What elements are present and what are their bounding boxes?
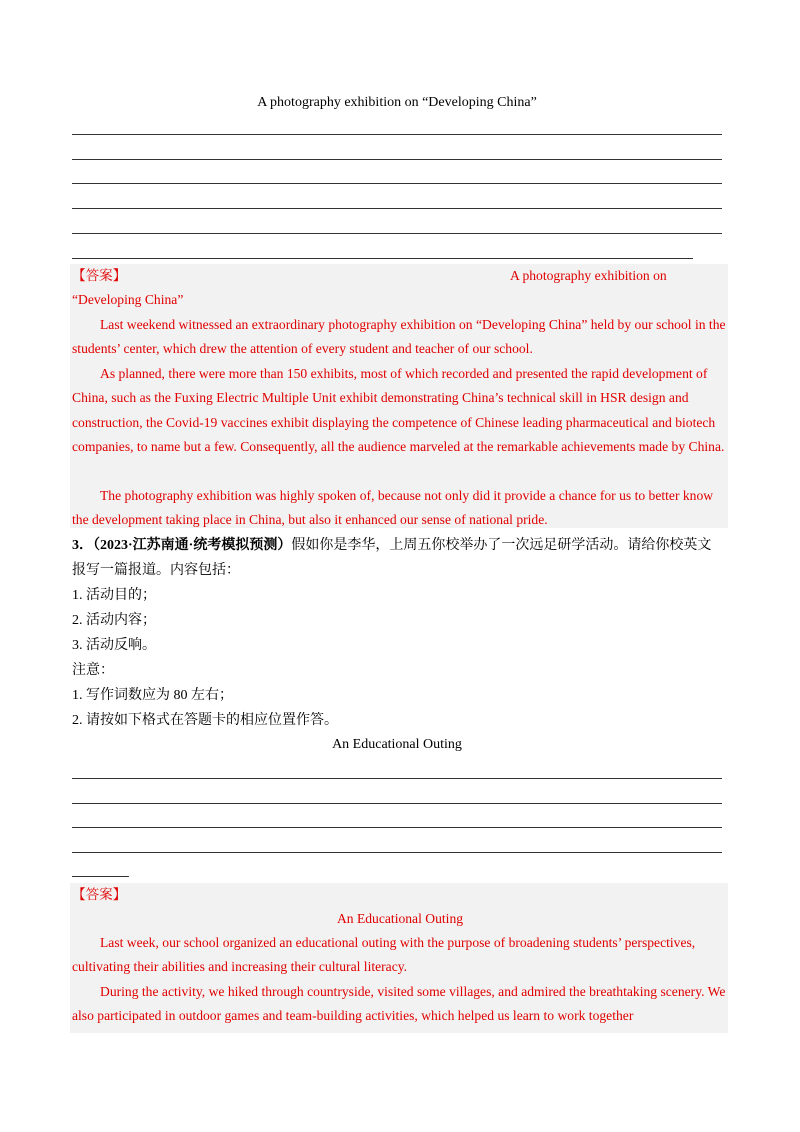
answer-title: An Educational Outing [336, 911, 464, 926]
answer-paragraph: As planned, there were more than 150 exhibits, most of which recorded and presented the rapid development of China, such as the Fuxing Electric Multiple Unit exhibit demonstrating China’s technical skill in HSR design and construction, the Covid-19 vaccines exhibit displaying the competence of Chinese leading pharmaceutical and biotech companies, to name but a few. Consequently, all the audience marveled at the remarkable achievements made by China. [72, 366, 725, 455]
writing-line [72, 183, 722, 184]
answer-title-continued: “Developing China” [72, 292, 184, 307]
writing-line [72, 208, 722, 209]
writing-line [72, 134, 722, 135]
writing-line [72, 233, 722, 234]
answer-paragraph: During the activity, we hiked through countryside, visited some villages, and admired the breathtaking scenery. We also participated in outdoor games and team-building activities, which helped us learn to work together [72, 984, 726, 1024]
question-source: （2023·江苏南通·统考模拟预测） [93, 538, 292, 553]
question-number: 3． [72, 538, 93, 553]
writing-line [72, 852, 722, 853]
answer-title: A photography exhibition on [510, 268, 667, 283]
question-prompt: 假如你是李华，上周五你校举办了一次远足研学活动。请给你校英文 [291, 538, 712, 553]
essay-title: An Educational Outing [332, 737, 462, 752]
answer-paragraph: Last weekend witnessed an extraordinary photography exhibition on “Developing China” held by our school in the students’ center, which drew the attention of every student and teacher of our school. [72, 317, 726, 357]
essay-title: A photography exhibition on “Developing China” [257, 95, 537, 110]
content-item: 3. 活动反响。 [72, 638, 156, 653]
writing-line [72, 803, 722, 804]
note-label: 注意： [72, 663, 114, 678]
answer-paragraph: Last week, our school organized an educational outing with the purpose of broadening students’ perspectives, cultivating their abilities and increasing their cultural literacy. [72, 935, 696, 975]
question-header [72, 536, 711, 556]
writing-line [72, 827, 722, 828]
note-item: 1. 写作词数应为 80 左右； [72, 688, 233, 703]
note-item: 2. 请按如下格式在答题卡的相应位置作答。 [72, 713, 338, 728]
answer-paragraph: The photography exhibition was highly spoken of, because not only did it provide a chance for us to better know the development taking place in China, but also it enhanced our sense of national pride. [72, 488, 714, 528]
content-item: 1. 活动目的； [72, 588, 156, 603]
writing-line [72, 778, 722, 779]
writing-line [72, 159, 722, 160]
answer-label: 【答案】 [72, 887, 127, 902]
question-prompt-continued: 报写一篇报道。内容包括： [72, 563, 240, 578]
writing-line [72, 258, 693, 259]
answer-label: 【答案】 [72, 268, 127, 283]
writing-line-short [72, 876, 129, 877]
content-item: 2. 活动内容； [72, 613, 156, 628]
